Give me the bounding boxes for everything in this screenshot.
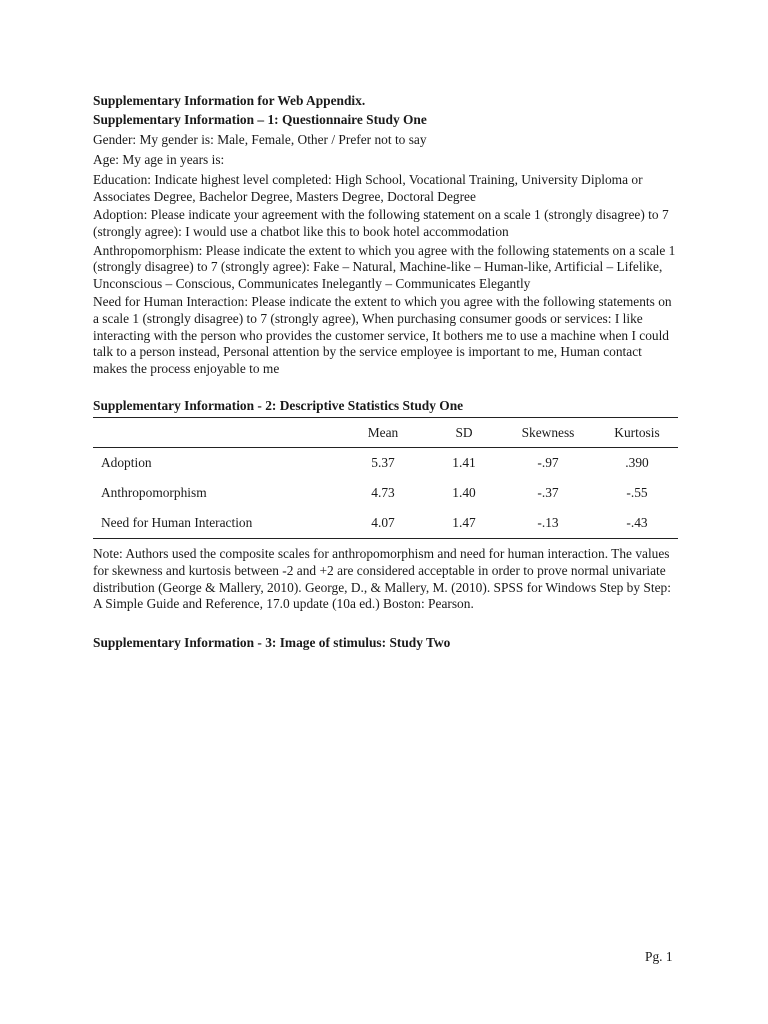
- table-cell: 1.40: [452, 485, 476, 501]
- section-1-heading: Supplementary Information – 1: Questionnaire Study One: [93, 112, 427, 127]
- table-note: Note: Authors used the composite scales for anthropomorphism and need for human interaction. The values for skewness and kurtosis between -2 and +2 are considered acceptable in order to prove normal univariate distribution (George & Mallery, 2010). George, D., & Mallery, M. (2010). SPSS for Windows Step by Step: A Simple Guide and Reference, 17.0 update (10a ed.) Boston: Pearson.: [93, 546, 671, 612]
- table-header-cell: SD: [455, 424, 473, 440]
- table-header-cell: Skewness: [521, 424, 575, 440]
- table-row: [93, 478, 678, 508]
- table-cell: Adoption: [101, 455, 152, 471]
- table-cell: -.37: [537, 485, 559, 501]
- table-cell: 1.41: [452, 455, 476, 471]
- table-cell: 4.07: [371, 515, 395, 531]
- table-cell: -.43: [626, 515, 648, 531]
- table-cell: .390: [625, 455, 649, 471]
- document-page: [93, 92, 678, 651]
- table-header-cell: Kurtosis: [614, 424, 660, 440]
- descriptive-statistics-table: [93, 417, 678, 539]
- gender-question: Gender: My gender is: Male, Female, Other / Prefer not to say: [93, 132, 427, 147]
- adoption-question: Adoption: Please indicate your agreement with the following statement on a scale 1 (strongly disagree) to 7 (strongly agree): I would use a chatbot like this to book hotel accommodation: [93, 207, 669, 239]
- education-question: Education: Indicate highest level completed: High School, Vocational Training, University Diploma or Associates Degree, Bachelor Degree, Masters Degree, Doctoral Degree: [93, 172, 643, 204]
- age-question: Age: My age in years is:: [93, 151, 225, 167]
- table-cell: Anthropomorphism: [101, 485, 207, 501]
- table-cell: 1.47: [452, 515, 476, 531]
- need-for-human-interaction-question: Need for Human Interaction: Please indicate the extent to which you agree with the following statements on a scale 1 (strongly disagree) to 7 (strongly agree), When purchasing consumer goods or services: I like interacting with the person who provides the customer service, It bothers me to use a machine when I could talk to a person instead, Personal attention by the service employee is important to me, Human contact makes the process enjoyable to me: [93, 294, 672, 376]
- table-cell: 5.37: [371, 455, 395, 471]
- table-header-row: [93, 418, 678, 448]
- table-row: [93, 448, 678, 479]
- table-row: [93, 508, 678, 539]
- table-header-cell: [93, 418, 338, 448]
- document-title: Supplementary Information for Web Appendix.: [93, 93, 366, 108]
- table-cell: -.13: [537, 515, 559, 531]
- table-cell: 4.73: [371, 485, 395, 501]
- page-number: Pg. 1: [645, 949, 673, 964]
- table-cell: -.55: [626, 485, 648, 501]
- table-header-cell: Mean: [367, 424, 399, 440]
- anthropomorphism-question: Anthropomorphism: Please indicate the extent to which you agree with the following statements on a scale 1 (strongly disagree) to 7 (strongly agree): Fake – Natural, Machine-like – Human-like, Artificial – Lifelike, Unconscious – Conscious, Communicates Inelegantly – Communicates Elegantly: [93, 242, 676, 291]
- table-cell: -.97: [537, 455, 559, 471]
- table-cell: Need for Human Interaction: [101, 515, 253, 531]
- section-3-heading: Supplementary Information - 3: Image of stimulus: Study Two: [93, 634, 451, 650]
- section-2-heading: Supplementary Information - 2: Descriptive Statistics Study One: [93, 398, 464, 414]
